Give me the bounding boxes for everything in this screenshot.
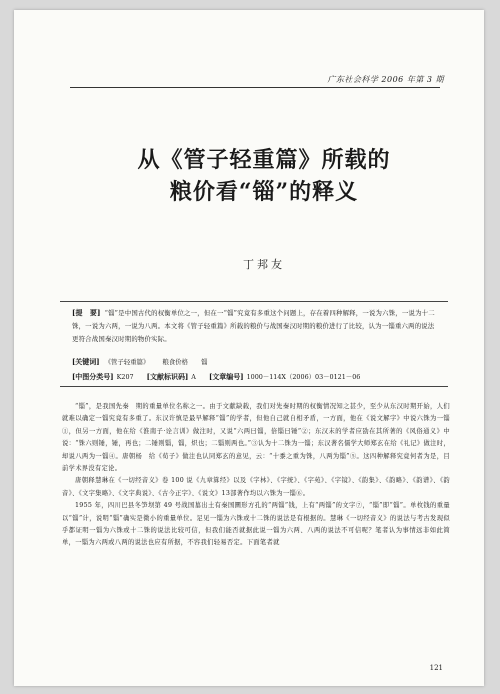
body-paragraph: 唐朝释慧琳在《一切经音义》卷 100 说《九章算经》以及《字林》、《字统》、《字苑》、《字镜》、《韵集》、《韵略》、《韵谱》、《韵音》、《文字集略》、《文字典说》、《古今正字》、《说文》13部著作均以六铢为一锱⑥。	[62, 477, 450, 497]
journal-page	[14, 10, 484, 686]
article-body	[62, 401, 450, 550]
article-title	[54, 144, 474, 208]
header-rule	[70, 87, 440, 88]
page-number: 121	[429, 664, 443, 672]
clc-label: [中图分类号]	[72, 372, 114, 381]
title-line-1: 从《管子轻重篇》所载的	[137, 147, 391, 173]
keyword-item: 锱	[201, 358, 208, 366]
keyword-item: 《管子轻重篇》	[104, 358, 150, 366]
article-number-label: [文章编号]	[208, 372, 244, 381]
abstract	[72, 306, 438, 346]
doc-code-label: [文献标识码]	[146, 372, 189, 381]
abstract-top-rule	[60, 301, 448, 302]
body-paragraph: “锱”，是我国先秦 期的重量单位名称之一。由于文献缺载，我们对先秦时期的权衡情况知之甚少，至少从东汉时期开始，人们就难以确定一锱究竟有多重了。东汉许慎是最早解释“锱”的学者，但他自己就自相矛盾，一方面，他在《说文解字》中说六铢为一锱①，但另一方面，他在给《淮南子·诠言训》做注时，又说“六两曰锱，倍锱曰锤”②；东汉末的学者应劭在其所著的《风俗通义》中说：“铢六则锤，锤，再也；二锤则锱，锱，炽也；二锱则两也。”③认为十二铢为一锱；东汉著名儒学大师郑玄在给《礼记》做注时，却说八两为一锱④。唐朝杨 给《荀子》做注也认同郑玄的意见，云：“十黍之重为铢，八两为锱”⑤。这四种解释究竟何者为是，目前学术界没有定论。	[62, 403, 450, 473]
abstract-text: “锱”是中国古代的权衡单位之一，但在一“锱”究竟有多重这个问题上，存在着四种解释，一说为六铢，一说为十二铢，一说为六两，一说为八两。本文将《管子轻重篇》所载的粮价与战国秦汉时期的粮价进行了比较，认为一锱重六两的说法更符合战国秦汉时期的物价实际。	[72, 309, 435, 343]
article-number-value: 1000－114X（2006）03－0121－06	[246, 373, 361, 381]
abstract-label: [提 要]	[72, 308, 101, 317]
body-paragraph: 1955 年，四川巴县冬笋坝第 49 号战国墓出土有秦国圜形方孔的“两锱”钱，上有“两锱”的文字⑦，“锱”即“锱”。单枚钱的重量以“锱”计，说明“锱”确实是微小的重量单位。足见一锱为六铢或十二铢的说法是有根据的。慧琳《一切经音义》的说法与考古发现似乎都证明一锱为六铢或十二铢的说法比较可信，但我们能否就据此说一锱为六两、八两的说法不可信呢？笔者认为事情远非如此简单，一锱为六两或八两的说法也应有所据，不容我们轻易否定。下面笔者就	[62, 502, 450, 547]
running-head: 广东社会科学 2006 年第 3 期	[327, 75, 444, 84]
keywords-line	[72, 357, 438, 367]
classification-line	[72, 372, 438, 382]
keyword-item: 粮食价格	[162, 358, 189, 366]
clc-value: K207	[116, 373, 134, 381]
title-line-2: 粮价看“锱”的释义	[169, 179, 359, 205]
author-name: 丁邦友	[243, 258, 285, 271]
abstract-bottom-rule	[60, 386, 448, 387]
doc-code-value: A	[191, 373, 196, 381]
keywords-label: [关键词]	[72, 357, 100, 366]
